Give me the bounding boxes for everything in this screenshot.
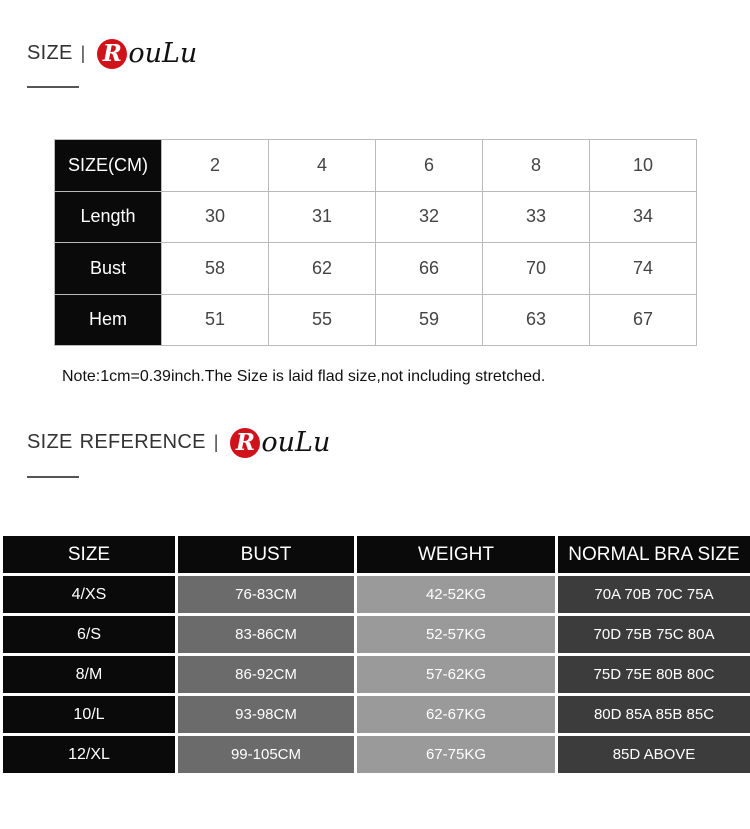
table-cell: 62 (269, 243, 376, 295)
reference-weight-cell: 42-52KG (357, 576, 555, 613)
reference-size-cell: 4/XS (3, 576, 175, 613)
reference-bra-cell: 75D 75E 80B 80C (558, 656, 750, 693)
row-label: Length (55, 191, 162, 243)
size-header-cell: 6 (376, 140, 483, 192)
table-cell: 74 (590, 243, 697, 295)
brand-logo-initial: R (97, 39, 127, 69)
table-cell: 55 (269, 294, 376, 346)
table-row (55, 191, 697, 243)
reference-weight-cell: 52-57KG (357, 616, 555, 653)
reference-bust-cell: 76-83CM (178, 576, 354, 613)
table-cell: 51 (162, 294, 269, 346)
table-cell: 32 (376, 191, 483, 243)
table-cell: 70 (483, 243, 590, 295)
size-header-cell: 10 (590, 140, 697, 192)
table-cell: 31 (269, 191, 376, 243)
brand-logo-initial: R (230, 428, 260, 458)
heading-separator: | (213, 432, 219, 452)
reference-bra-cell: 70D 75B 75C 80A (558, 616, 750, 653)
table-cell: 33 (483, 191, 590, 243)
size-reference-heading (27, 427, 330, 458)
reference-size-cell: 12/XL (3, 736, 175, 773)
size-note: Note:1cm=0.39inch.The Size is laid flad size,not including stretched. (62, 368, 546, 385)
heading-underline (27, 476, 79, 478)
table-row (3, 576, 750, 613)
size-header-cell: 8 (483, 140, 590, 192)
heading-underline (27, 86, 79, 88)
brand-logo (97, 38, 197, 69)
table-row (3, 696, 750, 733)
reference-weight-cell: 57-62KG (357, 656, 555, 693)
reference-header-size: SIZE (3, 536, 175, 573)
reference-size-cell: 8/M (3, 656, 175, 693)
table-cell: 30 (162, 191, 269, 243)
brand-logo (230, 427, 330, 458)
table-cell: 63 (483, 294, 590, 346)
reference-size-cell: 10/L (3, 696, 175, 733)
reference-bust-cell: 93-98CM (178, 696, 354, 733)
row-label: Hem (55, 294, 162, 346)
table-cell: 58 (162, 243, 269, 295)
size-reference-title-a: SIZE (27, 431, 73, 453)
size-table (54, 139, 697, 346)
table-cell: 66 (376, 243, 483, 295)
reference-header-row (3, 536, 750, 573)
reference-bust-cell: 99-105CM (178, 736, 354, 773)
brand-logo-name: ouLu (261, 427, 331, 458)
table-row (55, 294, 697, 346)
table-cell: 59 (376, 294, 483, 346)
heading-separator: | (80, 43, 86, 63)
table-cell: 34 (590, 191, 697, 243)
size-table-header-row (55, 140, 697, 192)
size-header-label: SIZE(CM) (55, 140, 162, 192)
reference-bust-cell: 83-86CM (178, 616, 354, 653)
size-heading-title: SIZE (27, 42, 73, 64)
reference-header-weight: WEIGHT (357, 536, 555, 573)
table-row (3, 616, 750, 653)
size-heading (27, 38, 197, 69)
reference-header-bust: BUST (178, 536, 354, 573)
size-header-cell: 2 (162, 140, 269, 192)
reference-header-bra: NORMAL BRA SIZE (558, 536, 750, 573)
reference-bust-cell: 86-92CM (178, 656, 354, 693)
size-reference-title-b: REFERENCE (79, 431, 206, 453)
table-row (3, 736, 750, 773)
size-reference-table (0, 533, 750, 776)
reference-bra-cell: 80D 85A 85B 85C (558, 696, 750, 733)
row-label: Bust (55, 243, 162, 295)
reference-size-cell: 6/S (3, 616, 175, 653)
reference-weight-cell: 67-75KG (357, 736, 555, 773)
reference-bra-cell: 70A 70B 70C 75A (558, 576, 750, 613)
table-row (55, 243, 697, 295)
brand-logo-name: ouLu (128, 38, 198, 69)
reference-weight-cell: 62-67KG (357, 696, 555, 733)
reference-bra-cell: 85D ABOVE (558, 736, 750, 773)
table-cell: 67 (590, 294, 697, 346)
table-row (3, 656, 750, 693)
size-header-cell: 4 (269, 140, 376, 192)
